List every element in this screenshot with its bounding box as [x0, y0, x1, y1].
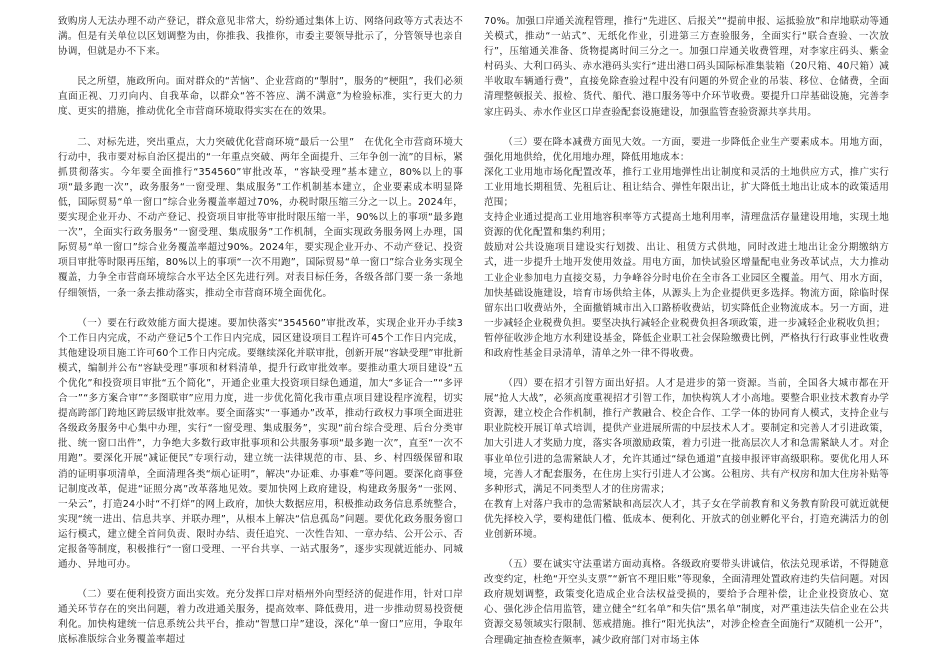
- right-column: [484, 14, 889, 648]
- paragraph: （一）要在行政效能方面大提速。要加快落实“354560”审批改革，实现企业开办手续3个工作日内完成，不动产登记5个工作日内完成，园区建设项目工程许可45个工作日内完成，其他建设项目施工许可60个工作日内完成。要继续深化并联审批，创新开展“容缺受理”审批新模式，编制并公布“容缺受理”事项和材料清单，提升行政审批效率。要推动重大项目建设“五个优化”和投资项目审批“五个简化”，开通企业重大投资项目绿色通道，加大“多证合一”“多评合一”“多方案合审”“多图联审”应用力度，进一步优化简化我市重点项目建设程序流程，切实提高跨部门跨地区跨层级审批效率。要全面落实“一事通办”改革，推动行政权力事项全面进驻各级政务服务中心集中办理，实行“一窗受理、集成服务”，实现“前台综合受理、后台分类审批、统一窗口出件”，力争绝大多数行政审批事项和公共服务事项“最多跑一次”，直至“一次不用跑”。要深化开展“减证便民”专项行动，建立统一法律规范的市、县、乡、村四级保留和取消的证明事项清单，全面清理各类“烦心证明”，解决“办证难、办事难”等问题。要深化商事登记制度改革，促进“证照分离”改革落地见效。要加快网上政府建设，构建政务服务“一张网、一朵云”，打造24小时“不打烊”的网上政府，加快大数据应用，积极推动政务信息系统整合，实现“统一进出、信息共享、并联办理”，从根本上解决“信息孤岛”问题。要优化政务服务窗口运行模式，建立健全首问负责、限时办结、责任追究、一次性告知、一章办结、公开公示、否定报备等制度，积极推行“一窗口受理、一平台共享、一站式服务”，逐步实现就近能办、同城通办、异地可办。: [58, 317, 463, 571]
- paragraph: 二、对标先进，突出重点，大力突破优化营商环境“最后一公里” 在优化全市营商环境大行动中，我市要对标自治区提出的“一年重点突破、两年全面提升、三年争创一流”的目标，紧抓贯彻落实。今年要全面推行“354560”审批改革，“容缺受理”基本建立，80%以上的事项“最多跑一次”，政务服务“一窗受理、集成服务”工作机制基本建立，企业要素成本明显降低，国际贸易“单一窗口”综合业务覆盖率超过70%，办税时限压缩三分之一以上。2024年，要实现企业开办、不动产登记、投资项目审批等审批时限压缩一半，90%以上的事项“最多跑一次”，全面实行政务服务“一窗受理、集成服务”工作机制，全面实现政务服务网上办理，国际贸易“单一窗口”综合业务覆盖率超过90%。2024年，要实现企业开办、不动产登记、投资项目审批等时限再压缩，80%以上的事项“一次不用跑”，国际贸易“单一窗口”综合业务实现全覆盖，力争全市营商环境综合水平达全区先进行列。对表目标任务，各级各部门要一条一条地仔细领悟，一条一条去推动落实，推动全市营商环境全面优化。: [58, 136, 463, 299]
- paragraph-gap: [58, 301, 463, 316]
- paragraph: 鼓励对公共设施项目建设实行划拨、出让、租赁方式供地，同时改进土地出让金分期缴纳方式，进一步提升土地开发使用效益。用电方面，加快试验区增量配电业务改革试点，大力推动工业企业参加电力直接交易，力争峰谷分时电价在全市各工业园区全覆盖。用气、用水方面，加快基础设施建设，培育市场供给主体，从源头上为企业提供更多选择。物流方面，除临时保留东出口收费站外，全面撤销城市出入口路桥收费站，切实降低企业物流成本。另一方面，进一步减轻企业税费负担。要坚决执行减轻企业税费负担各项政策，进一步减轻企业税收负担；: [484, 242, 889, 329]
- paragraph: 深化工业用地市场化配置改革，推行工业用地弹性出让制度和灵活的土地供应方式，推广实行工业用地长期租赁、先租后让、租让结合、弹性年限出让，扩大降低土地出让成本的政策适用范围；: [484, 166, 889, 209]
- paragraph-gap: [58, 572, 463, 587]
- paragraph: （三）要在降本减费方面见大效。一方面，要进一步降低企业生产要素成本。用地方面，强化用地供给，优化用地办理，降低用地成本：: [484, 136, 889, 163]
- paragraph-gap: [484, 361, 889, 376]
- paragraph: 暂停征收涉企地方水利建设基金，降低企业职工社会保险缴费比例，严格执行行政事业性收费和政府性基金目录清单，清单之外一律不得收费。: [484, 332, 889, 359]
- paragraph-gap: [484, 120, 889, 135]
- paragraph: 民之所望，施政所向。面对群众的“苦恼”、企业营商的“掣肘”，服务的“梗阻”，我们必须直面正视、刀刃向内、自我革命，以群众“答不答应、满不满意”为检验标准，实行更大的力度、更实的措施，推动优化全市营商环境取得实实在在的效果。: [58, 76, 463, 118]
- paragraph: （五）要在诚实守法重诺方面动真格。各级政府要带头讲诚信，依法兑现承诺，不得随意改变约定，杜绝“开空头支票”“新官不理旧账”等现象，全面清理处置政府违约失信问题。对因政府规划调整，政策变化造成企业合法权益受损的，要给予合理补偿，让企业投资放心、宽心、强化涉企信用监管，建立健全“红名单”和失信“黑名单”制度，对严重违法失信企业在公共资源交易领域实行限制、惩戒措施。推行“阳光执法”，对涉企检查全面施行“双随机一公开”，合理确定抽查检查频率，减少政府部门对市场主体: [484, 559, 889, 646]
- paragraph: 支持企业通过提高工业用地容积率等方式提高土地利用率，清理盘活存量建设用地，实现土地资源的优化配置和集约利用；: [484, 212, 889, 239]
- left-column: [58, 14, 463, 648]
- paragraph: 致购房人无法办理不动产登记，群众意见非常大，纷纷通过集体上访、网络问政等方式表达不满。但是有关单位以区划调整为由，你推我、我推你，市委主要领导批示了，分管领导也亲自协调，但就是办不下来。: [58, 16, 463, 58]
- paragraph-gap: [58, 120, 463, 135]
- paragraph: 70%。加强口岸通关流程管理，推行“先进区、后报关”“提前申报、运抵验放”和岸地联动等通关模式，推动“一站式”、无纸化作业，引进第三方查验服务，全面实行“联合查验、一次放行”，压缩通关准备、货物提离时间三分之一。加强口岸通关收费管理，对李家庄码头、紫金村码头、大利口码头、赤水港码头实行“进出港口码头国际标准集装箱（20尺箱、40尺箱）减半收取车辆通行费”，直接免除查验过程中没有问题的外贸企业的吊装、移位、仓储费，全面清理整顿报关、报检、货代、船代、港口服务等中介环节收费。要提升口岸基础设施，完善李家庄码头、赤水作业区口岸查验配套设施建设，加强监管查验资源共享共用。: [484, 16, 889, 118]
- paragraph: （二）要在便利投资方面出实效。充分发挥口岸对梧州外向型经济的促进作用，针对口岸通关环节存在的突出问题，着力改进通关服务，提高效率、降低费用，进一步推动贸易投资便利化。加快构建统一信息系统公共平台，推动“智慧口岸”建设，深化“单一窗口”应用，争取年底标准版综合业务覆盖率超过: [58, 589, 463, 646]
- paragraph: 在教育上对落户我市的急需紧缺和高层次人才，其子女在学前教育和义务教育阶段可就近就便优先择校入学，要构建低门槛、低成本、便利化、开放式的创业孵化平台，打造充满活力的创业创新环境。: [484, 498, 889, 540]
- paragraph-gap: [484, 542, 889, 557]
- paragraph: （四）要在招才引智方面出好招。人才是进步的第一资源。当前，全国各大城市都在开展“抢人大战”，必须高度重视招才引智工作，加快构筑人才小高地。要整合职业技术教育办学资源，建立校企合作机制，推行产教融合、校企合作、工学一体的协同育人模式，支持企业与职业院校开展订单式培训，提供产业进展所需的中层技术人才。要制定和完善人才引进政策，加大引进人才奖励力度，落实各项激励政策，着力引进一批高层次人才和急需紧缺人才。对企事业单位引进的急需紧缺人才，允许其通过“绿色通道”直接申报评审高级职称。要优化用人环境，完善人才配套服务，在住房上实行引进人才公寓。公租房、共有产权房和加大住房补贴等多种形式，满足不同类型人才的住房需求；: [484, 378, 889, 495]
- paragraph-gap: [58, 59, 463, 74]
